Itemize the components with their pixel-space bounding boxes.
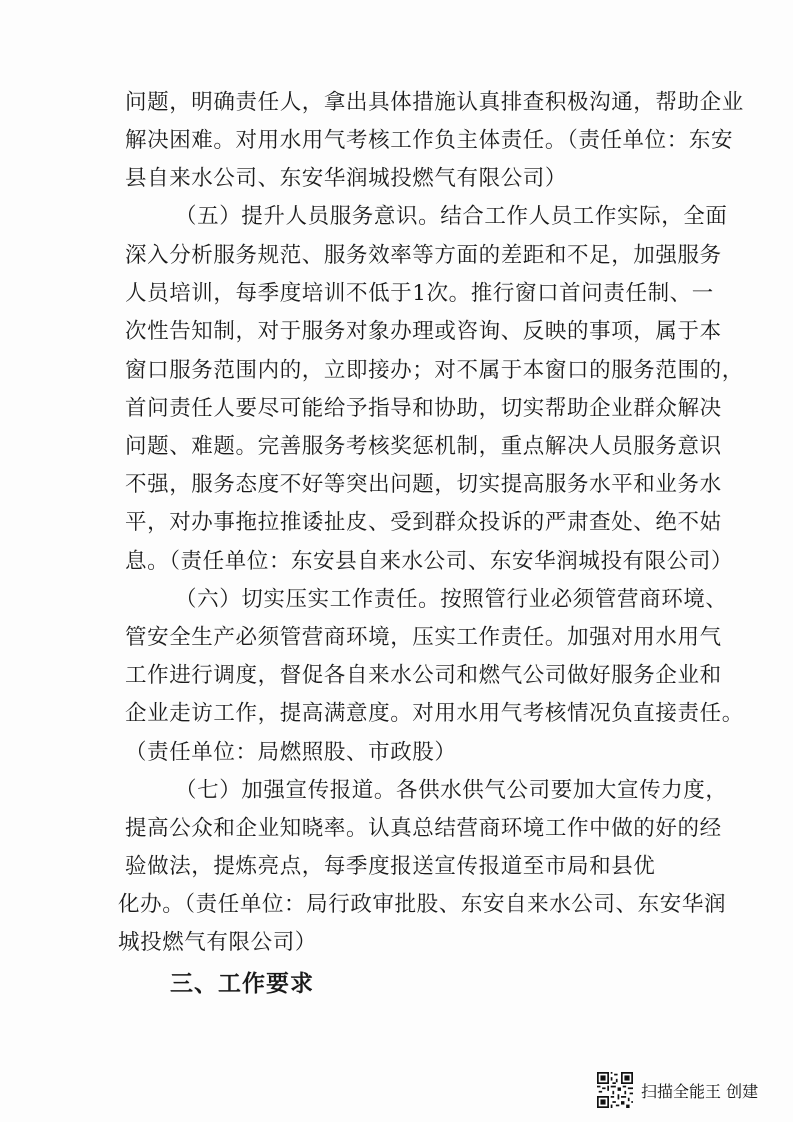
paragraph-line: 次性告知制，对于服务对象办理或咨询、反映的事项，属于本 xyxy=(125,319,722,344)
paragraph-line: 解决困难。对用水用气考核工作负主体责任。（责任单位：东安 xyxy=(125,128,734,153)
paragraph-line: 深入分析服务规范、服务效率等方面的差距和不足，加强服务 xyxy=(125,243,722,268)
paragraph-line: 人员培训，每季度培训不低于1次。推行窗口首问责任制、一 xyxy=(125,281,714,306)
paragraph-line: 验做法，提炼亮点，每季度报送宣传报道至市局和县优 xyxy=(125,854,656,879)
paragraph-line: 化办。（责任单位：局行政审批股、东安自来水公司、东安华润 xyxy=(118,892,727,917)
paragraph-line: 窗口服务范围内的，立即接办；对不属于本窗口的服务范围的， xyxy=(125,358,744,383)
paragraph-line: 息。（责任单位：东安县自来水公司、东安华润城投有限公司） xyxy=(125,549,734,574)
paragraph-line: （五）提升人员服务意识。结合工作人员工作实际，全面 xyxy=(175,204,728,229)
paragraph-line: 首问责任人要尽可能给予指导和协助，切实帮助企业群众解决 xyxy=(125,396,722,421)
paragraph-line: 管安全生产必须管营商环境，压实工作责任。加强对用水用气 xyxy=(125,625,722,650)
paragraph-line: 不强，服务态度不好等突出问题，切实提高服务水平和业务水 xyxy=(125,472,722,497)
section-heading: 三、工作要求 xyxy=(170,970,314,997)
paragraph-line: 平，对办事拖拉推诿扯皮、受到群众投诉的严肃查处、绝不姑 xyxy=(125,510,722,535)
paragraph-line: 提高公众和企业知晓率。认真总结营商环境工作中做的好的经 xyxy=(125,816,722,841)
paragraph-line: （责任单位：局燃照股、市政股） xyxy=(125,740,457,765)
paragraph-line: 工作进行调度，督促各自来水公司和燃气公司做好服务企业和 xyxy=(125,663,722,688)
scanner-watermark xyxy=(597,1072,758,1108)
paragraph-line: 城投燃气有限公司） xyxy=(118,930,317,955)
watermark-text: 扫描全能王 创建 xyxy=(641,1081,759,1101)
paragraph-line: 问题、难题。完善服务考核奖惩机制，重点解决人员服务意识 xyxy=(125,434,722,459)
paragraph-line: 问题，明确责任人，拿出具体措施认真排查积极沟通，帮助企业 xyxy=(125,90,744,115)
paragraph-line: （七）加强宣传报道。各供水供气公司要加大宣传力度， xyxy=(175,778,728,803)
paragraph-line: （六）切实压实工作责任。按照管行业必须管营商环境、 xyxy=(175,587,728,612)
paragraph-line: 企业走访工作，提高满意度。对用水用气考核情况负直接责任。 xyxy=(125,701,744,726)
paragraph-line: 县自来水公司、东安华润城投燃气有限公司） xyxy=(125,166,568,191)
qr-code-icon xyxy=(597,1072,633,1108)
